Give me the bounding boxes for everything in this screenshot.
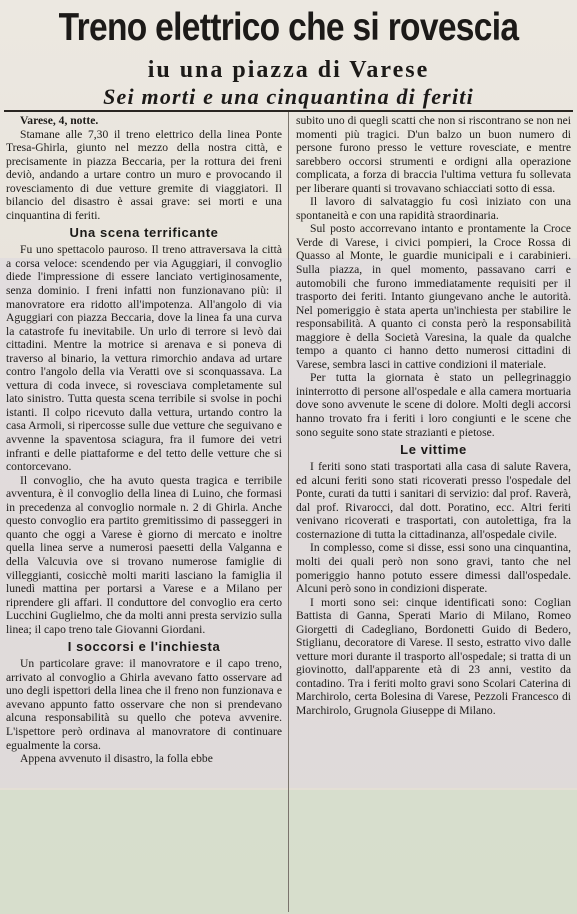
deck: Sei morti e una cinquantina di feriti <box>103 84 474 109</box>
article-paragraph: Stamane alle 7,30 il treno elettrico della linea Ponte Tresa-Ghirla, giunto nel mezzo della nostra città, e precisamente in piazza Beccaria, per la rottura dei freni deviò, andando a urtare contro un muro e provocando il rovesciamento di due vetture gremite di viaggiatori. Il bilancio del disastro è assai grave: sei morti e una cinquantina di feriti. <box>6 127 282 222</box>
article-right-column <box>296 114 571 718</box>
article-paragraph: subito uno di quegli scatti che non si riscontrano se non nei momenti più tragici. D'un balzo un buon numero di persone furono presso le vetture rovesciate, e mentre sarebbero occorsi strumenti e ordigni alla operazione complicata, a forza di braccia l'ultima vettura fu sollevata per liberare quanti si trovavano schiacciati sotto di essa. <box>296 114 571 195</box>
section-heading: Le vittime <box>400 442 467 458</box>
article-paragraph: Sul posto accorrevano intanto e prontamente la Croce Verde di Varese, i civici pompieri, la Croce Rossa di Quasso al Monte, le guardie municipali e i carabinieri. Sulla piazza, in quel momento, passavano carri e automobili che furono immediatamente requisiti per il trasporto dei feriti. Intanto giungevano anche le autorità. Nel pomeriggio è stata aperta un'inchiesta per stabilire le responsabilità. A quanto ci consta però la responsabilità maggiore è della Società Varesina, la quale da qualche tempo a quanto ci hanno detto numerosi cittadini di Varese, sembra lasci in cattive condizioni il materiale. <box>296 222 571 371</box>
article-paragraph: In complesso, come si disse, essi sono una cinquantina, molti dei quali però non sono gravi, tanto che nel pomeriggio hanno potuto essere dimessi dall'ospedale. Alcuni però sono in condizioni disperate. <box>296 541 571 596</box>
article-paragraph <box>6 114 282 128</box>
article-paragraph: Per tutta la giornata è stato un pellegrinaggio ininterrotto di persone all'ospedale e alla camera mortuaria dove sono avvenute le scene di dolore. Molti degli accorsi hanno trovato fra i feriti i loro congiunti e le scene che sono seguite sono state strazianti e pietose. <box>296 371 571 439</box>
article-left-column <box>6 114 282 766</box>
headline: Treno elettrico che si rovescia <box>58 6 519 49</box>
article-paragraph: Appena avvenuto il disastro, la folla ebbe <box>20 752 213 766</box>
article-paragraph: Il convoglio, che ha avuto questa tragica e terribile avventura, è il convoglio della linea di Luino, che formasi in precedenza al convoglio normale n. 2 di Ghirla. Anche questo convoglio era partito gremitissimo di passeggeri in quanto che oggi a Varese è giorno di mercato e inoltre quella linea serve a numerosi paesetti della Valganna e della Valcuvia ove si trovano numerose famiglie di villeggianti, cosicchè molti mariti lasciano la famiglia il lunedì mattina per portarsi a Varese e a Milano per riprendere gli affari. Il conduttore del convoglio era certo Lucchini Guglielmo, che da molti anni presta servizio sulla linea; il capo treno tale Giovanni Giordani. <box>6 473 282 636</box>
dateline: Varese, 4, notte. <box>20 114 99 127</box>
section-heading: I soccorsi e l'inchiesta <box>67 639 221 655</box>
column-divider <box>288 112 289 912</box>
section-heading: Una scena terrificante <box>69 225 219 241</box>
article-paragraph: I feriti sono stati trasportati alla casa di salute Ravera, ed alcuni feriti sono stati ricoverati presso l'ospedale del Ponte, curati da tutti i sanitari di servizio: dal prof. Raverà, dal prof. Rivarocci, dal dott. Poratino, ecc. Altri feriti venivano ricoverati e trasportati, con autolettiga, fra la costernazione di tutta la cittadinanza, all'ospedale civile. <box>296 460 571 541</box>
article-paragraph: Fu uno spettacolo pauroso. Il treno attraversava la città a corsa veloce: scendendo per via Aguggiari, il convoglio diede l'impressione di essere lanciato vertiginosamente, senza dominio. I freni infatti non funzionavano più: il manovratore era ridotto all'impotenza. All'angolo di via Aguggiari con piazza Beccaria, dove la linea fa una curva la catastrofe fu inevitabile. Un urlo di terrore si levò dai cittadini. Mentre la motrice si arenava e si poneva di traverso al binario, la vettura rimorchio andava ad urtare contro l'angolo della via Veratti ove si sconquassava. La vettura di coda invece, si rovesciava completamente sul lato sinistro. Tutta questa scena terribile si svolse in pochi istanti. Il colpo ricevuto dalla vettura, urtando contro la casa Armoli, si ripercosse sulle due vetture che seguivano e avvenne la spaventosa sciagura, fra il fumore dei vetri infranti e delle piattaforme e del tetto delle vetture che si contorcevano. <box>6 243 282 474</box>
article-paragraph: I morti sono sei: cinque identificati sono: Coglian Battista di Ganna, Sperati Mario di Milano, Romeo Giorgetti di Cadegliano, Bordonetti Guido di Bedero, Stiglianu, decoratore di Varese. Il sesto, estratto vivo dalle vetture mori durante il trasporto all'ospedale; si tratta di un giovinotto, dall'apparente età di 23 anni, vestito da contadino. Tra i feriti molto gravi sono Scolari Caterina di Marchirolo, certa Bolesina di Varese, Pezzoli Francesco di Marchirolo, Grugnola Giuseppe di Milano. <box>296 595 571 717</box>
subheadline: iu una piazza di Varese <box>147 57 430 83</box>
article-paragraph: Il lavoro di salvataggio fu così iniziato con una spontaneità e con una rapidità straordinaria. <box>296 195 571 222</box>
article-paragraph: Un particolare grave: il manovratore e il capo treno, arrivato al convoglio a Ghirla avevano fatto osservare ad uno degli ispettori della linea che il freno non funzionava e avevano appunto fatto osservare che non si prendevano alcuna responsabilità su quello che poteva avvenire. L'ispettore però ordinava al manovratore di continuare egualmente la corsa. <box>6 657 282 752</box>
